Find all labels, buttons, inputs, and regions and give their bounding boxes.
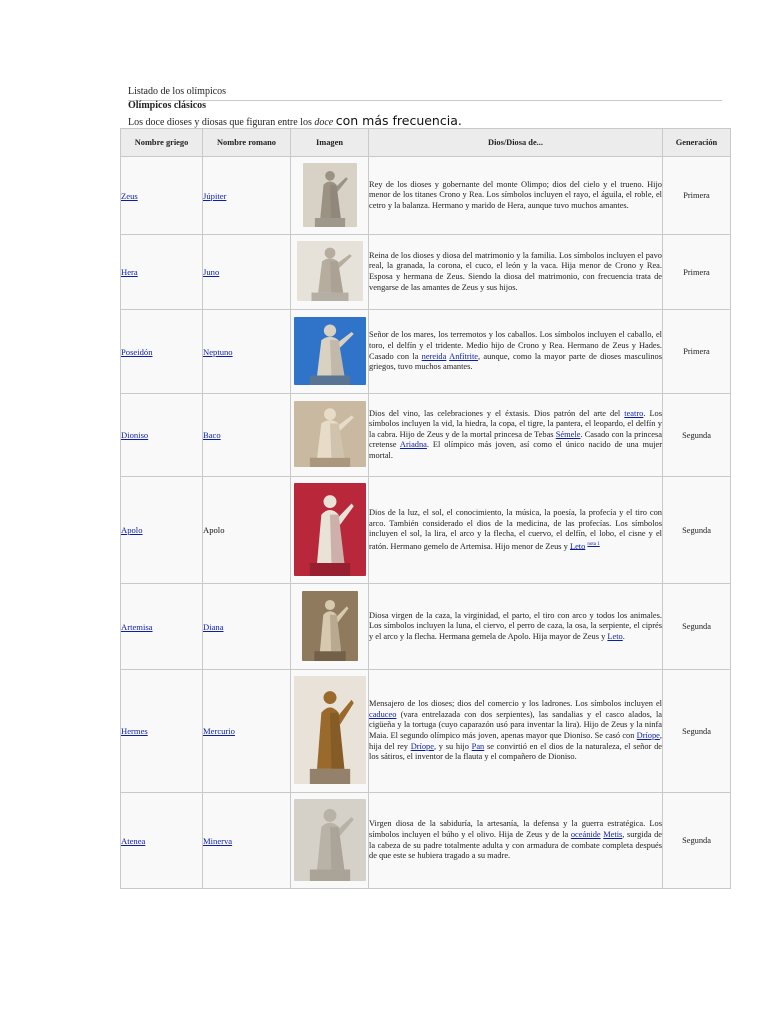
description-cell xyxy=(369,235,663,310)
greek-name-cell xyxy=(121,235,203,310)
table-row xyxy=(121,793,731,889)
description-text: , y su hijo xyxy=(433,741,472,751)
dionysus-statue-icon[interactable] xyxy=(294,401,366,467)
description-text: . Casado con la princesa cretense xyxy=(369,429,662,450)
table-row xyxy=(121,235,731,310)
generation-cell: Primera xyxy=(663,310,731,394)
description-cell xyxy=(369,584,663,670)
description-link[interactable]: teatro xyxy=(624,408,644,418)
greek-name-link[interactable]: Artemisa xyxy=(121,621,153,632)
table-row xyxy=(121,477,731,584)
description-link[interactable]: Anfítrite xyxy=(449,351,478,361)
roman-name-cell xyxy=(203,584,291,670)
header-image: Imagen xyxy=(291,129,369,157)
generation-cell: Segunda xyxy=(663,477,731,584)
athena-statue-icon[interactable] xyxy=(294,799,366,881)
description-text: . El olímpico más joven, así como el único nacido de una mujer mortal. xyxy=(369,440,663,460)
greek-name-cell xyxy=(121,793,203,889)
table-row xyxy=(121,310,731,394)
olympians-table xyxy=(120,128,731,889)
description-link[interactable]: Pan xyxy=(471,741,485,751)
description-text: Diosa virgen de la caza, la virginidad, el parto, el tiro con arco y todos los animales. Los símbolos incluyen la luna, el ciervo, el perro de caza, la osa, la serpiente, el ciprés y el arco y la flecha. Hermana gemela de Apolo. Hija mayor de Zeus y xyxy=(369,610,662,641)
description-link[interactable]: oceánide xyxy=(570,829,601,839)
description-link[interactable]: Sémele xyxy=(555,429,581,439)
roman-name-cell xyxy=(203,310,291,394)
description-link[interactable]: Metis xyxy=(603,829,623,839)
description-text: . xyxy=(622,631,625,641)
generation-cell: Segunda xyxy=(663,670,731,793)
greek-name-cell xyxy=(121,394,203,477)
hermes-statue-icon[interactable] xyxy=(294,676,366,784)
greek-name-link[interactable]: Poseidón xyxy=(121,346,153,357)
generation-cell: Segunda xyxy=(663,793,731,889)
description-text: Mensajero de los dioses; dios del comercio y los ladrones. Los símbolos incluyen el xyxy=(369,699,662,709)
roman-name-link[interactable]: Neptuno xyxy=(203,346,233,357)
image-cell xyxy=(291,394,369,477)
zeus-statue-icon[interactable] xyxy=(303,163,357,227)
description-cell xyxy=(369,310,663,394)
greek-name-link[interactable]: Zeus xyxy=(121,190,138,201)
artemis-statue-icon[interactable] xyxy=(302,591,358,661)
intro-italic: doce xyxy=(314,117,334,128)
description-text: Virgen diosa de la sabiduría, la artesanía, la defensa y la guerra estratégica. Los símbolos incluyen el búho y el olivo. Hija de Zeus y de la xyxy=(369,819,662,839)
header-roman-name: Nombre romano xyxy=(203,129,291,157)
intro-suffix: con más frecuencia. xyxy=(335,113,462,128)
description-cell xyxy=(369,477,663,584)
greek-name-link[interactable]: Hera xyxy=(121,267,138,277)
table-row xyxy=(121,670,731,793)
intro-prefix: Los doce dioses y diosas que figuran entre los xyxy=(128,117,315,128)
greek-name-cell xyxy=(121,310,203,394)
description-text: Rey de los dioses y gobernante del monte Olimpo; dios del cielo y el trueno. Hijo menor de los titanes Crono y Rea. Los símbolos incluyen el rayo, el águila, el roble, el cetro y la balanza. Hermano y marido de Hera, aunque tuvo muchos amantes. xyxy=(369,179,662,210)
roman-name-cell xyxy=(203,793,291,889)
description-text: Dios de la luz, el sol, el conocimiento, la música, la poesía, la profecía y el tiro con arco. También considerado el dios de la medicina, de las profecías. Los símbolos incluyen el sol, la lira, el arco y la flecha, el cuervo, el delfín, el lobo, el cisne y el ratón. Hermano gemelo de Artemisa. Hijo menor de Zeus y xyxy=(369,507,662,551)
roman-name-link[interactable]: Diana xyxy=(203,621,224,632)
table-header-row xyxy=(121,129,731,157)
table-row xyxy=(121,157,731,235)
description-text: . Los símbolos incluyen la vid, la hiedra, la copa, el tigre, la pantera, el leopardo, el delfín y la cabra. Hijo de Zeus y de la mortal princesa de Tebas xyxy=(369,408,662,439)
greek-name-link[interactable]: Apolo xyxy=(121,525,143,535)
greek-name-cell xyxy=(121,584,203,670)
section-heading: Olímpicos clásicos xyxy=(128,100,207,111)
roman-name-cell xyxy=(203,477,291,584)
table-row xyxy=(121,394,731,477)
roman-name-link[interactable]: Minerva xyxy=(203,835,233,846)
greek-name-link[interactable]: Dioniso xyxy=(121,430,149,440)
image-cell xyxy=(291,584,369,670)
greek-name-cell xyxy=(121,670,203,793)
generation-cell: Segunda xyxy=(663,584,731,670)
image-cell xyxy=(291,310,369,394)
document-title: Listado de los olímpicos xyxy=(128,86,227,97)
hera-statue-icon[interactable] xyxy=(297,241,363,301)
generation-cell: Primera xyxy=(663,157,731,235)
image-cell xyxy=(291,157,369,235)
roman-name-link[interactable]: Júpiter xyxy=(203,190,227,201)
footnote-ref xyxy=(587,542,599,547)
description-text: Reina de los dioses y diosa del matrimonio y la familia. Los símbolos incluyen el pavo real, la granada, la corona, el cuco, el león y la vaca. Hija menor de Crono y Rea. Esposa y hermana de Zeus. Siendo la diosa del matrimonio, con frecuencia trata de vengarse de las amantes de Zeus y sus hijos. xyxy=(369,250,662,292)
description-link[interactable]: caduceo xyxy=(369,709,397,719)
greek-name-cell xyxy=(121,477,203,584)
image-cell xyxy=(291,793,369,889)
image-cell xyxy=(291,235,369,310)
footnote-link[interactable]: nota 1 xyxy=(587,541,600,547)
description-text: , hija del rey xyxy=(369,731,662,751)
apollo-statue-icon[interactable] xyxy=(294,483,366,576)
image-cell xyxy=(291,477,369,584)
generation-cell: Primera xyxy=(663,235,731,310)
description-cell xyxy=(369,670,663,793)
roman-name-link[interactable]: Baco xyxy=(203,430,221,440)
description-link[interactable]: Leto xyxy=(607,631,623,641)
description-link[interactable]: nereida xyxy=(421,351,447,361)
description-text: Dios del vino, las celebraciones y el éxtasis. Dios patrón del arte del xyxy=(369,408,625,418)
roman-name-cell xyxy=(203,235,291,310)
roman-name-cell xyxy=(203,394,291,477)
image-cell xyxy=(291,670,369,793)
greek-name-link[interactable]: Hermes xyxy=(121,726,148,736)
description-cell xyxy=(369,394,663,477)
description-link[interactable]: Ariadna xyxy=(399,440,427,450)
header-greek-name: Nombre griego xyxy=(121,129,203,157)
description-cell xyxy=(369,157,663,235)
description-text: Señor de los mares, los terremotos y los caballos. Los símbolos incluyen el caballo, el toro, el delfín y el tridente. Medio hijo de Crono y Rea. Hermano de Zeus y Hades. Casado con la xyxy=(369,330,662,361)
roman-name-link[interactable]: Mercurio xyxy=(203,726,235,736)
header-generation: Generación xyxy=(663,129,731,157)
description-text: se convirtió en el dios de la naturaleza, el señor de los sátiros, el inventor de la flauta y el compañero de Dioniso. xyxy=(369,741,662,762)
roman-name-cell xyxy=(203,670,291,793)
greek-name-link[interactable]: Atenea xyxy=(121,835,146,846)
roman-name-text: Apolo xyxy=(203,525,225,535)
roman-name-cell xyxy=(203,157,291,235)
roman-name-link[interactable]: Juno xyxy=(203,267,220,277)
description-cell xyxy=(369,793,663,889)
description-link[interactable]: Dríope xyxy=(410,741,434,751)
greek-name-cell xyxy=(121,157,203,235)
description-text: (vara entrelazada con dos serpientes), las sandalias y el casco alados, la cigüeña y la tortuga (cuyo caparazón usó para inventar la lira). Hijo de Zeus y la ninfa Maia. El segundo olímpico más joven, apenas mayor que Dioniso. Se casó con xyxy=(369,709,662,740)
poseidon-statue-icon[interactable] xyxy=(294,317,366,385)
header-domain: Dios/Diosa de... xyxy=(369,129,663,157)
generation-cell: Segunda xyxy=(663,394,731,477)
description-text: , surgida de la cabeza de su padre totalmente adulta y con armadura de combate completa después de que este se hubiera tragado a su madre. xyxy=(369,829,662,861)
description-link[interactable]: Dríope xyxy=(636,731,660,740)
intro-sentence xyxy=(128,113,462,128)
description-link[interactable]: Leto xyxy=(569,541,586,551)
description-text: , aunque, como la mayor parte de dioses masculinos griegos, tuvo muchos amantes. xyxy=(369,351,662,372)
table-row xyxy=(121,584,731,670)
table-body xyxy=(121,157,731,889)
title-divider xyxy=(128,100,722,101)
